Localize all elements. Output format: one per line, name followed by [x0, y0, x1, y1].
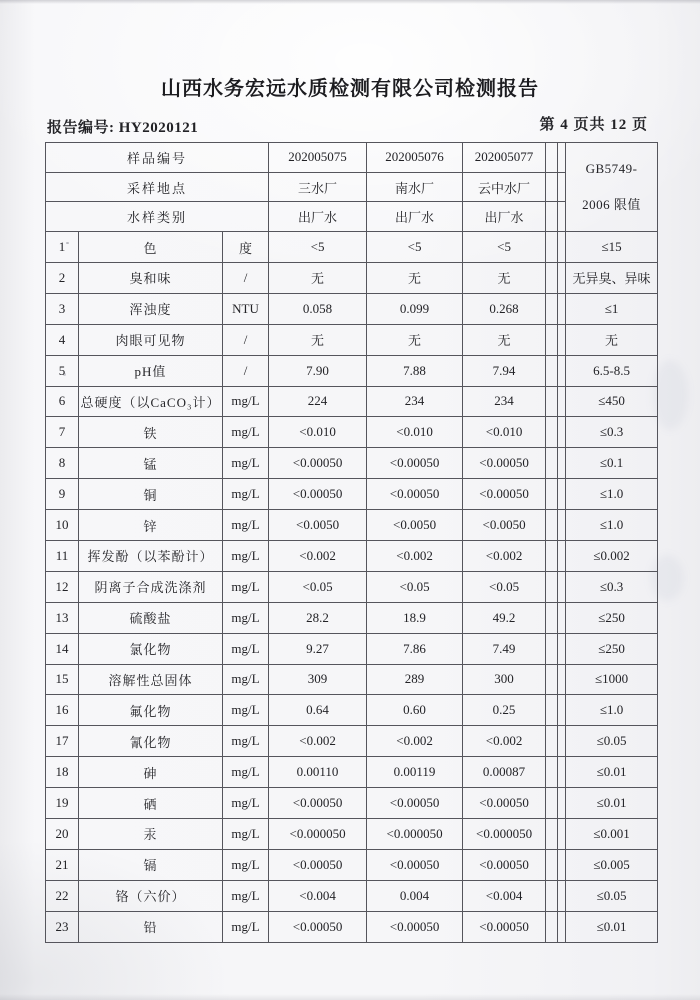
row-number-cell: 18: [46, 757, 79, 788]
row-number-cell: 22: [46, 880, 79, 911]
limit-value-cell: ≤0.3: [566, 417, 658, 448]
value-cell-sample2: 0.099: [367, 293, 463, 324]
unit-cell: mg/L: [223, 448, 269, 479]
table-row: [46, 602, 658, 633]
table-row: [46, 880, 658, 911]
value-cell-sample2: <0.00050: [367, 479, 463, 510]
table-row: [46, 232, 658, 263]
value-cell-sample2: 0.00119: [367, 757, 463, 788]
table-gap: [558, 293, 566, 324]
value-cell-sample2: 0.60: [367, 695, 463, 726]
value-cell-sample1: <0.00050: [269, 911, 367, 942]
location-label-cell: 采样地点: [46, 172, 269, 202]
limit-value-cell: ≤1.0: [566, 510, 658, 541]
strip-cell: [546, 726, 558, 757]
row-number-cell: 8: [46, 448, 79, 479]
table-gap: [558, 386, 566, 417]
table-gap: [558, 571, 566, 602]
limit-value-cell: ≤0.01: [566, 757, 658, 788]
parameter-name-cell: 镉: [79, 849, 223, 880]
table-row: [46, 293, 658, 324]
table-gap: [558, 911, 566, 942]
table-gap: [558, 818, 566, 849]
strip-cell: [546, 417, 558, 448]
value-cell-sample2: <0.05: [367, 571, 463, 602]
value-cell-sample2: <0.00050: [367, 448, 463, 479]
value-cell-sample2: 234: [367, 386, 463, 417]
value-cell-sample3: <0.002: [463, 726, 546, 757]
parameter-name-cell: 挥发酚（以苯酚计）: [79, 540, 223, 571]
sample-type-label-cell: 水样类别: [46, 202, 269, 232]
unit-cell: /: [223, 355, 269, 386]
unit-cell: 度: [223, 232, 269, 263]
row-number-cell: 10: [46, 510, 79, 541]
value-cell-sample1: 0.058: [269, 293, 367, 324]
value-cell-sample1: <0.002: [269, 726, 367, 757]
unit-cell: mg/L: [223, 880, 269, 911]
table-gap: [558, 479, 566, 510]
value-cell-sample2: <0.002: [367, 726, 463, 757]
strip-cell: [546, 143, 558, 173]
report-number-value: HY2020121: [118, 120, 199, 136]
value-cell-sample2: <0.000050: [367, 818, 463, 849]
value-cell-sample1: 309: [269, 664, 367, 695]
table-row: [46, 540, 658, 571]
strip-cell: [546, 818, 558, 849]
strip-cell: [546, 788, 558, 819]
limit-value-cell: ≤1.0: [566, 479, 658, 510]
unit-cell: mg/L: [223, 849, 269, 880]
table-row: [46, 355, 658, 386]
value-cell-sample2: <0.00050: [367, 849, 463, 880]
parameter-name-cell: 铅: [79, 911, 223, 942]
value-cell-sample1: 无: [269, 262, 367, 293]
limit-value-cell: ≤0.005: [566, 849, 658, 880]
table-row: [46, 757, 658, 788]
table-row: [46, 911, 658, 942]
table-row: [46, 571, 658, 602]
location-cell: 云中水厂: [463, 172, 546, 202]
row-number-cell: 20: [46, 818, 79, 849]
table-row: [46, 448, 658, 479]
table-row: [46, 726, 658, 757]
value-cell-sample1: <0.00050: [269, 448, 367, 479]
parameter-name-cell: 臭和味: [79, 262, 223, 293]
strip-cell: [546, 602, 558, 633]
value-cell-sample1: <0.00050: [269, 849, 367, 880]
row-number-cell: 9: [46, 479, 79, 510]
table-row: [46, 324, 658, 355]
strip-cell: [546, 540, 558, 571]
value-cell-sample2: <0.00050: [367, 788, 463, 819]
parameter-name-cell: 砷: [79, 757, 223, 788]
limit-value-cell: 无异臭、异味: [566, 262, 658, 293]
row-number-cell: 19: [46, 788, 79, 819]
value-cell-sample2: 289: [367, 664, 463, 695]
value-cell-sample1: 7.90: [269, 355, 367, 386]
value-cell-sample3: <0.000050: [463, 818, 546, 849]
limit-value-cell: ≤1.0: [566, 695, 658, 726]
parameter-name-cell: 硫酸盐: [79, 602, 223, 633]
value-cell-sample2: 无: [367, 324, 463, 355]
limit-standard-line2: 2006 限值: [582, 197, 641, 213]
value-cell-sample1: <0.000050: [269, 818, 367, 849]
location-cell: 南水厂: [367, 172, 463, 202]
table-gap: [558, 664, 566, 695]
value-cell-sample1: <0.00050: [269, 788, 367, 819]
strip-cell: [546, 757, 558, 788]
table-gap: [558, 757, 566, 788]
parameter-name-cell: 总硬度（以CaCO₃计）: [79, 386, 223, 417]
strip-cell: [546, 695, 558, 726]
sample-type-cell: 出厂水: [463, 202, 546, 232]
value-cell-sample2: 无: [367, 262, 463, 293]
table-gap: [558, 788, 566, 819]
value-cell-sample3: <0.05: [463, 571, 546, 602]
value-cell-sample3: <0.010: [463, 417, 546, 448]
value-cell-sample2: 0.004: [367, 880, 463, 911]
row-number-cell: 11: [46, 540, 79, 571]
parameter-name-cell: 硒: [79, 788, 223, 819]
strip-cell: [546, 633, 558, 664]
limit-value-cell: 6.5-8.5: [566, 355, 658, 386]
row-number-cell: 16: [46, 695, 79, 726]
value-cell-sample3: <0.002: [463, 540, 546, 571]
value-cell-sample1: <0.010: [269, 417, 367, 448]
value-cell-sample1: 0.64: [269, 695, 367, 726]
parameter-name-cell: 铜: [79, 479, 223, 510]
unit-cell: mg/L: [223, 788, 269, 819]
value-cell-sample1: <0.0050: [269, 510, 367, 541]
limit-value-cell: ≤0.3: [566, 571, 658, 602]
value-cell-sample1: 无: [269, 324, 367, 355]
value-cell-sample1: <0.002: [269, 540, 367, 571]
value-cell-sample1: 28.2: [269, 602, 367, 633]
sample-type-cell: 出厂水: [269, 202, 367, 232]
strip-cell: [546, 293, 558, 324]
unit-cell: mg/L: [223, 911, 269, 942]
strip-cell: [546, 880, 558, 911]
unit-cell: mg/L: [223, 602, 269, 633]
strip-cell: [546, 448, 558, 479]
table-row: [46, 386, 658, 417]
parameter-name-cell: 氟化物: [79, 695, 223, 726]
limit-value-cell: ≤15: [566, 232, 658, 263]
strip-cell: [546, 232, 558, 263]
limit-value-cell: ≤0.001: [566, 818, 658, 849]
strip-cell: [546, 479, 558, 510]
value-cell-sample3: 无: [463, 324, 546, 355]
limit-value-cell: ≤250: [566, 602, 658, 633]
table-gap: [558, 726, 566, 757]
value-cell-sample3: <0.00050: [463, 479, 546, 510]
sample-no-cell: 202005076: [367, 143, 463, 173]
value-cell-sample3: <0.00050: [463, 849, 546, 880]
value-cell-sample1: 224: [269, 386, 367, 417]
table-gap: [558, 232, 566, 263]
value-cell-sample2: <0.002: [367, 540, 463, 571]
value-cell-sample1: <0.05: [269, 571, 367, 602]
table-row: [46, 510, 658, 541]
limit-value-cell: ≤0.01: [566, 788, 658, 819]
strip-cell: [546, 510, 558, 541]
sample-type-cell: 出厂水: [367, 202, 463, 232]
strip-cell: [546, 571, 558, 602]
table-row: [46, 849, 658, 880]
limit-standard-header-cell: [566, 143, 658, 232]
parameter-name-cell: 浑浊度: [79, 293, 223, 324]
table-row: [46, 788, 658, 819]
limit-value-cell: 无: [566, 324, 658, 355]
value-cell-sample1: 0.00110: [269, 757, 367, 788]
limit-value-cell: ≤1: [566, 293, 658, 324]
unit-cell: mg/L: [223, 479, 269, 510]
unit-cell: mg/L: [223, 695, 269, 726]
value-cell-sample3: <5: [463, 232, 546, 263]
unit-cell: mg/L: [223, 633, 269, 664]
table-row: [46, 664, 658, 695]
report-title: 山西水务宏远水质检测有限公司检测报告: [161, 78, 539, 100]
value-cell-sample3: 234: [463, 386, 546, 417]
strip-cell: [546, 262, 558, 293]
limit-value-cell: ≤0.05: [566, 880, 658, 911]
location-cell: 三水厂: [269, 172, 367, 202]
unit-cell: mg/L: [223, 510, 269, 541]
row-number-cell: 12: [46, 571, 79, 602]
table-row: [46, 818, 658, 849]
row-number-cell: 6: [46, 386, 79, 417]
row-number-cell: 15: [46, 664, 79, 695]
unit-cell: mg/L: [223, 757, 269, 788]
sample-no-label-cell: 样品编号: [46, 143, 269, 173]
parameter-name-cell: 氰化物: [79, 726, 223, 757]
limit-value-cell: ≤0.01: [566, 911, 658, 942]
strip-cell: [546, 664, 558, 695]
parameter-name-cell: 汞: [79, 818, 223, 849]
header-row-sample-no: [46, 143, 658, 173]
unit-cell: mg/L: [223, 540, 269, 571]
row-number-cell: 13: [46, 602, 79, 633]
parameter-name-cell: 氯化物: [79, 633, 223, 664]
unit-cell: /: [223, 262, 269, 293]
value-cell-sample1: <5: [269, 232, 367, 263]
table-gap: [558, 262, 566, 293]
limit-value-cell: ≤1000: [566, 664, 658, 695]
table-gap: [558, 880, 566, 911]
parameter-name-cell: 肉眼可见物: [79, 324, 223, 355]
table-gap: [558, 417, 566, 448]
table-gap: [558, 633, 566, 664]
parameter-name-cell: 铬（六价）: [79, 880, 223, 911]
strip-cell: [546, 849, 558, 880]
limit-value-cell: ≤0.05: [566, 726, 658, 757]
row-number-cell: 17: [46, 726, 79, 757]
table-gap: [558, 510, 566, 541]
limit-standard-label: [566, 144, 657, 230]
unit-cell: mg/L: [223, 664, 269, 695]
parameter-name-cell: 阴离子合成洗涤剂: [79, 571, 223, 602]
table-gap: [558, 540, 566, 571]
table-gap: [558, 324, 566, 355]
unit-cell: mg/L: [223, 818, 269, 849]
value-cell-sample3: 0.25: [463, 695, 546, 726]
parameter-name-cell: 锌: [79, 510, 223, 541]
value-cell-sample1: <0.00050: [269, 479, 367, 510]
report-number: [47, 116, 198, 137]
strip-cell: [546, 172, 558, 202]
row-number-cell: 7: [46, 417, 79, 448]
table-gap: [558, 448, 566, 479]
value-cell-sample3: 7.49: [463, 633, 546, 664]
row-number-cell: 2: [46, 262, 79, 293]
table-gap: [558, 172, 566, 202]
unit-cell: mg/L: [223, 386, 269, 417]
table-gap: [558, 849, 566, 880]
row-number-cell: 4: [46, 324, 79, 355]
parameter-name-cell: pH值: [79, 355, 223, 386]
unit-cell: mg/L: [223, 417, 269, 448]
value-cell-sample3: 0.00087: [463, 757, 546, 788]
parameter-name-cell: 锰: [79, 448, 223, 479]
strip-cell: [546, 202, 558, 232]
value-cell-sample3: 无: [463, 262, 546, 293]
page-indicator: 第 4 页共 12 页: [539, 117, 648, 133]
water-quality-results-table: [45, 142, 658, 943]
strip-cell: [546, 324, 558, 355]
value-cell-sample1: <0.004: [269, 880, 367, 911]
sample-no-cell: 202005077: [463, 143, 546, 173]
value-cell-sample2: 7.86: [367, 633, 463, 664]
table-gap: [558, 602, 566, 633]
strip-cell: [546, 355, 558, 386]
value-cell-sample3: <0.00050: [463, 448, 546, 479]
row-number-cell: 14: [46, 633, 79, 664]
value-cell-sample1: 9.27: [269, 633, 367, 664]
value-cell-sample3: 0.268: [463, 293, 546, 324]
value-cell-sample2: 7.88: [367, 355, 463, 386]
report-number-label: 报告编号:: [47, 120, 115, 136]
unit-cell: mg/L: [223, 571, 269, 602]
row-number-cell: 3: [46, 293, 79, 324]
parameter-name-cell: 溶解性总固体: [79, 664, 223, 695]
value-cell-sample2: <0.0050: [367, 510, 463, 541]
unit-cell: NTU: [223, 293, 269, 324]
table-row: [46, 262, 658, 293]
value-cell-sample2: <0.00050: [367, 911, 463, 942]
table-gap: [558, 143, 566, 173]
value-cell-sample2: <0.010: [367, 417, 463, 448]
limit-standard-line1: GB5749-: [585, 161, 638, 177]
table-gap: [558, 695, 566, 726]
value-cell-sample2: 18.9: [367, 602, 463, 633]
table-row: [46, 695, 658, 726]
unit-cell: mg/L: [223, 726, 269, 757]
unit-cell: /: [223, 324, 269, 355]
value-cell-sample3: <0.004: [463, 880, 546, 911]
parameter-name-cell: 色: [79, 232, 223, 263]
row-number-cell: 21: [46, 849, 79, 880]
value-cell-sample3: <0.0050: [463, 510, 546, 541]
value-cell-sample3: <0.00050: [463, 788, 546, 819]
row-number-cell: 5: [46, 355, 79, 386]
table-row: [46, 633, 658, 664]
table-row: [46, 417, 658, 448]
limit-value-cell: ≤0.1: [566, 448, 658, 479]
table-gap: [558, 202, 566, 232]
value-cell-sample3: 7.94: [463, 355, 546, 386]
value-cell-sample3: 49.2: [463, 602, 546, 633]
value-cell-sample3: <0.00050: [463, 911, 546, 942]
value-cell-sample2: <5: [367, 232, 463, 263]
limit-value-cell: ≤0.002: [566, 540, 658, 571]
strip-cell: [546, 386, 558, 417]
parameter-name-cell: 铁: [79, 417, 223, 448]
table-gap: [558, 355, 566, 386]
sample-no-cell: 202005075: [269, 143, 367, 173]
value-cell-sample3: 300: [463, 664, 546, 695]
table-row: [46, 479, 658, 510]
limit-value-cell: ≤250: [566, 633, 658, 664]
row-number-cell: 23: [46, 911, 79, 942]
row-number-cell: 1: [46, 232, 79, 263]
strip-cell: [546, 911, 558, 942]
limit-value-cell: ≤450: [566, 386, 658, 417]
